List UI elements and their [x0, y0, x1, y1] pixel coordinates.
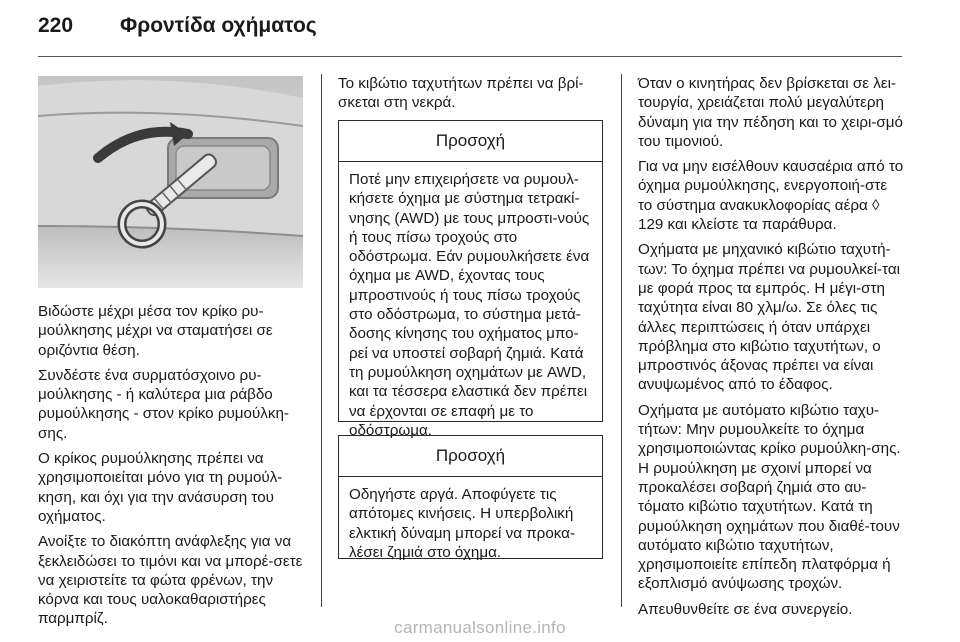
- paragraph: Ανοίξτε το διακόπτη ανάφλεξης για να ξεκλειδώσει το τιμόνι και να μπορέ-σετε να χειριστείτε τα φώτα φρένων, την κόρνα και τους υαλοκαθαριστήρες παρμπρίζ.: [38, 533, 303, 628]
- paragraph: Όταν ο κινητήρας δεν βρίσκεται σε λει-τουργία, χρειάζεται πολύ μεγαλύτερη δύναμη για την πέδηση και το χειρι-σμό του τιμονιού.: [638, 75, 903, 150]
- caution-text: Οδηγήστε αργά. Αποφύγετε τις απότομες κινήσεις. Η υπερβολική ελκτική δύναμη μπορεί να προκα-λέσει ζημιά στο όχημα.: [349, 486, 576, 561]
- watermark: carmanualsonline.info: [394, 618, 566, 637]
- paragraph: Απευθυνθείτε σε ένα συνεργείο.: [638, 600, 853, 618]
- caution-text: Ποτέ μην επιχειρήσετε να ρυμουλ-κήσετε όχημα με σύστημα τετρακί-νησης (AWD) με τους μπροστι-νούς ή τους πίσω τροχούς στο οδόστρωμα. Εάν ρυμουλκήσετε ένα όχημα με AWD, έχοντας τους μπροστινούς ή τους πίσω τροχούς στο οδόστρωμα, το σύστημα μετά-δοσης κίνησης του οχήματος μπο-ρεί να υποστεί σοβαρή ζημιά. Κατά τη ρυμούλκηση οχημάτων με AWD, και τα τέσσερα ελαστικά δεν πρέπει να έρχονται σε επαφή με το οδόστρωμα.: [349, 171, 590, 439]
- header-divider: [38, 56, 902, 57]
- paragraph: Βιδώστε μέχρι μέσα τον κρίκο ρυ-μούλκησης μέχρι να σταματήσει σε οριζόντια θέση.: [38, 303, 273, 359]
- column-divider: [621, 74, 622, 607]
- paragraph: Οχήματα με μηχανικό κιβώτιο ταχυτή-των: Το όχημα πρέπει να ρυμουλκεί-ται με φορά προς τα εμπρός. Η μέγι-στη ταχύτητα είναι 80 χλμ/ω. Σε όλες τις άλλες περιπτώσεις ή όταν υπάρχει πρόβλημα στο κιβώτιο ταχυτήτων, ο μπροστινός άξονας πρέπει να είναι ανυψωμένος από το έδαφος.: [638, 241, 900, 394]
- paragraph: Το κιβώτιο ταχυτήτων πρέπει να βρί-σκεται στη νεκρά.: [338, 75, 584, 112]
- column-3: [638, 74, 904, 625]
- page-header: [38, 14, 902, 54]
- column-1: [38, 302, 308, 635]
- column-divider: [321, 74, 322, 607]
- paragraph: Συνδέστε ένα συρματόσχοινο ρυ-μούλκησης - ή καλύτερα μια ράβδο ρυμούλκησης - στον κρίκο ρυμούλκη-σης.: [38, 366, 289, 442]
- towing-eye-icon: [38, 76, 303, 288]
- caution-box: [338, 435, 603, 559]
- caution-title: Προσοχή: [339, 436, 602, 477]
- towing-eye-illustration: [38, 76, 303, 288]
- column-2: [338, 74, 606, 119]
- page-title: Φροντίδα οχήματος: [120, 14, 317, 37]
- page-number: 220: [38, 14, 74, 37]
- caution-title: Προσοχή: [339, 121, 602, 162]
- caution-box: [338, 120, 603, 439]
- paragraph: Για να μην εισέλθουν καυσαέρια από το όχημα ρυμούλκησης, ενεργοποιή-στε το σύστημα ανακυκλοφορίας αέρα ◊ 129 και κλείστε τα παράθυρα.: [638, 158, 904, 234]
- paragraph: Ο κρίκος ρυμούλκησης πρέπει να χρησιμοποιείται μόνο για τη ρυμούλ-κηση, και όχι για την ανάσυρση του οχήματος.: [38, 450, 283, 525]
- paragraph: Οχήματα με αυτόματο κιβώτιο ταχυ-τήτων: Μην ρυμουλκείτε το όχημα χρησιμοποιώντας κρίκο ρυμούλκη-σης. Η ρυμούλκηση με σχοινί μπορεί να προκαλέσει σοβαρή ζημιά στο αυ-τόματο κιβώτιο ταχυτήτων. Κατά τη ρυμούλκηση οχημάτων που διαθέ-τουν αυτόματο κιβώτιο ταχυτήτων, χρησιμοποιείτε επίπεδη πλατφόρμα ή εξοπλισμό ανύψωσης τροχών.: [638, 401, 901, 593]
